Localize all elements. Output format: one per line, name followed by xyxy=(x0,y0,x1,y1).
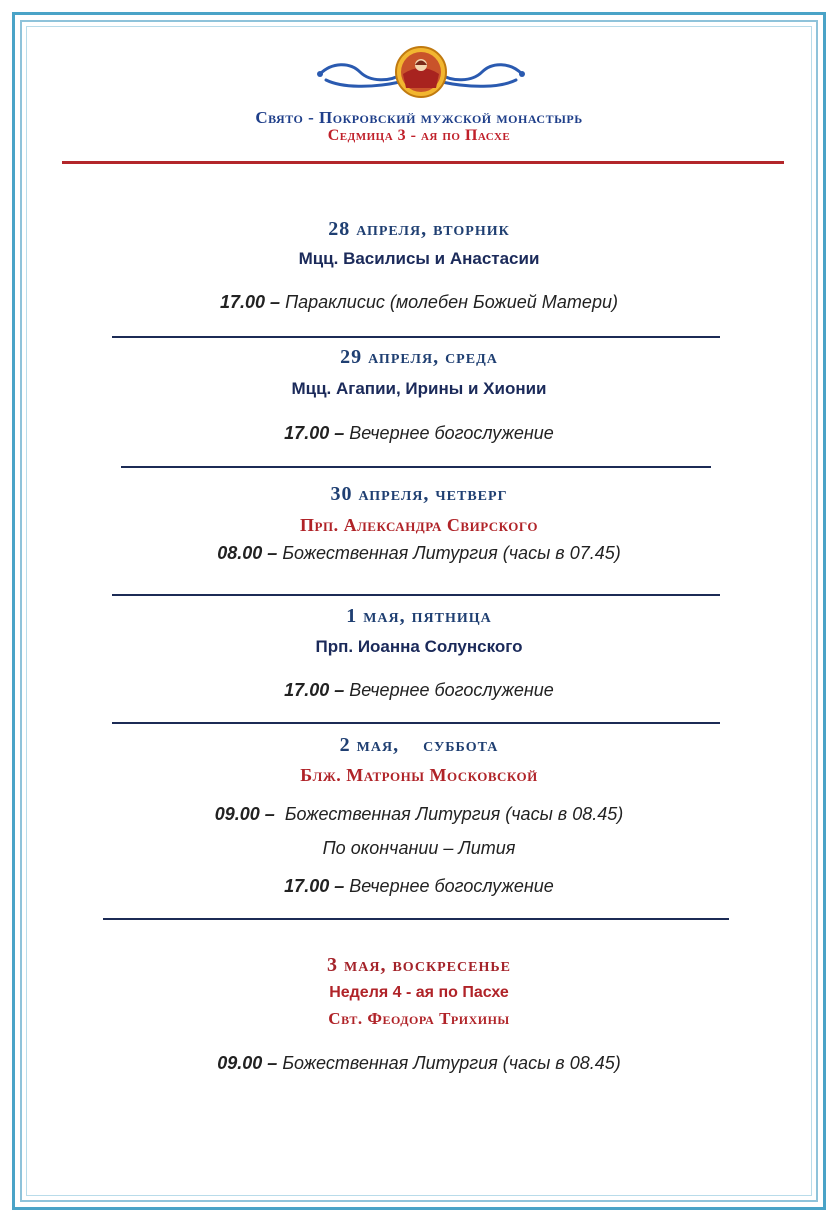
day-saint: Прп. Александра Свирского xyxy=(300,515,538,535)
service-line xyxy=(0,543,838,564)
service-line xyxy=(0,680,838,701)
day-date: 2 мая, суббота xyxy=(339,734,499,756)
service-time: 17.00 – xyxy=(284,680,345,700)
service-time: 17.00 – xyxy=(284,423,345,443)
day-saint: Прп. Иоанна Солунского xyxy=(315,637,523,656)
day-divider xyxy=(121,466,711,468)
service-line xyxy=(0,876,838,897)
service-text: По окончании – Лития xyxy=(322,838,516,858)
day-divider xyxy=(112,722,720,724)
day-date: 1 мая, пятница xyxy=(346,605,492,627)
service-time: 09.00 – xyxy=(217,1053,278,1073)
day-date: 3 мая, воскресенье xyxy=(327,954,511,976)
day-date: 29 апреля, среда xyxy=(340,346,498,368)
service-text: Вечернее богослужение xyxy=(344,423,554,443)
day-feast: Неделя 4 - ая по Пасхе xyxy=(329,984,509,1001)
service-time: 17.00 – xyxy=(284,876,345,896)
service-text: Вечернее богослужение xyxy=(344,680,554,700)
day-saint: Мцц. Агапии, Ирины и Хионии xyxy=(291,379,547,398)
service-time: 09.00 – xyxy=(214,804,275,824)
header-divider xyxy=(62,161,784,164)
day-divider xyxy=(112,336,720,338)
service-text: Вечернее богослужение xyxy=(344,876,554,896)
day-saint: Мцц. Василисы и Анастасии xyxy=(298,249,540,268)
day-divider xyxy=(112,594,720,596)
service-text: Божественная Литургия (часы в 07.45) xyxy=(277,543,621,563)
week-subtitle: Седмица 3 - ая по Пасхе xyxy=(327,127,511,144)
service-line xyxy=(0,1053,838,1074)
service-text: Параклисис (молебен Божией Матери) xyxy=(280,292,618,312)
service-line xyxy=(0,423,838,444)
service-text: Божественная Литургия (часы в 08.45) xyxy=(277,1053,621,1073)
day-saint: Свт. Феодора Трихины xyxy=(328,1009,510,1028)
service-line xyxy=(0,838,838,859)
monastery-title: Свято - Покровский мужской монастырь xyxy=(255,108,583,127)
service-time: 17.00 – xyxy=(220,292,281,312)
service-line xyxy=(0,292,838,313)
day-date: 28 апреля, вторник xyxy=(328,218,510,240)
service-time: 08.00 – xyxy=(217,543,278,563)
day-saint: Блж. Матроны Московской xyxy=(300,765,538,785)
day-date: 30 апреля, четверг xyxy=(330,483,508,505)
service-text: Божественная Литургия (часы в 08.45) xyxy=(274,804,624,824)
service-line xyxy=(0,804,838,825)
day-divider xyxy=(103,918,729,920)
pokrov-icon-emblem xyxy=(312,44,530,104)
